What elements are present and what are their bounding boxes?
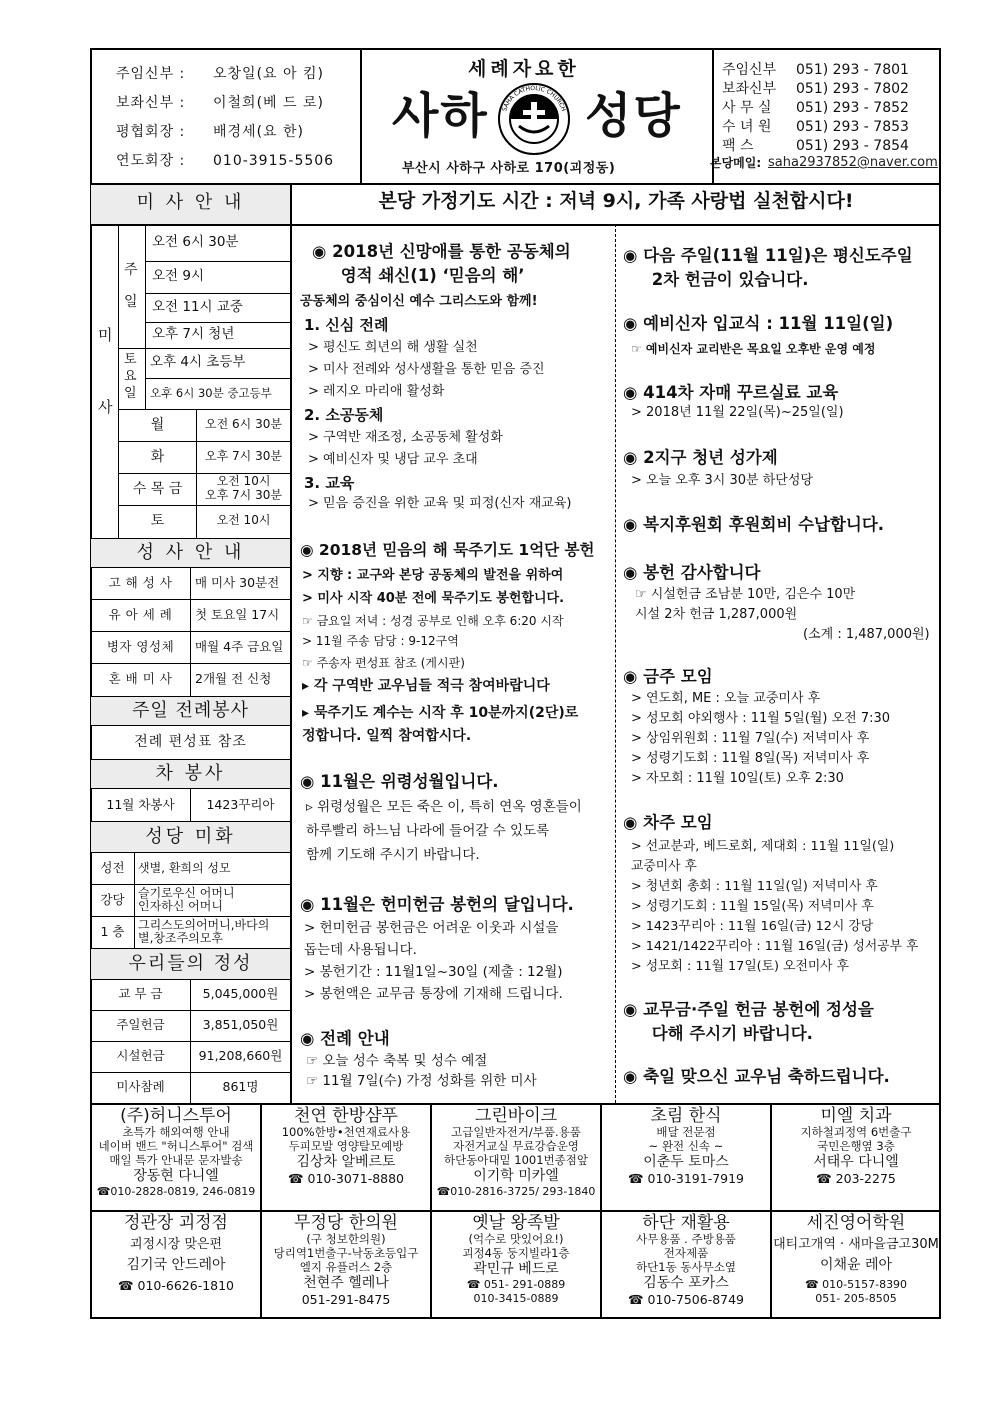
youth-festival-note: > 오늘 오후 3시 30분 하단성당 bbox=[631, 473, 813, 488]
weekday-mass-time: 오전 10시 오후 7시 30분 bbox=[205, 474, 282, 502]
ad-title: 정관장 괴정점 bbox=[124, 1213, 228, 1233]
offering-name: 시설헌금 bbox=[116, 1048, 165, 1064]
sacrament-name: 병자 영성체 bbox=[106, 638, 175, 654]
faith-year-item: 3. 교육 bbox=[304, 474, 355, 492]
ad-box bbox=[602, 1213, 770, 1317]
ad-title: 옛날 왕족발 bbox=[472, 1213, 560, 1233]
staff-value: 010-3915-5506 bbox=[213, 153, 335, 169]
sunday-mass-time: 오후 7시 청년 bbox=[152, 326, 235, 343]
this-week-item: > 성모회 야외행사 : 11월 5일(월) 오전 7:30 bbox=[631, 711, 891, 726]
weekday-label: 화 bbox=[150, 448, 165, 465]
contact-phone: 051) 293 - 7852 bbox=[796, 100, 909, 116]
ad-line: 네이버 밴드 "허니스투어" 검색 bbox=[98, 1139, 254, 1154]
rosary-item: > 지향 : 교구와 본당 공동체의 발전을 위하여 bbox=[302, 568, 564, 583]
ad-line: 배달 전문점 bbox=[656, 1125, 716, 1140]
ad-title: 그린바이크 bbox=[474, 1106, 558, 1126]
ad-line: (억수로 맛있어요!) bbox=[468, 1232, 564, 1247]
ad-box bbox=[772, 1213, 940, 1317]
ad-owner: 김동수 포카스 bbox=[643, 1274, 729, 1291]
ad-box bbox=[432, 1213, 600, 1317]
ad-line: 초특가 해외여행 안내 bbox=[122, 1125, 230, 1140]
offering-name: 미사참례 bbox=[116, 1079, 165, 1095]
notice-faith-year-title: ◉ 2018년 신망애를 통한 공동체의 영적 쇄신(1) ‘믿음의 해’ bbox=[312, 242, 571, 285]
contact-label: 수 녀 원 bbox=[722, 119, 772, 135]
rice-item: > 봉헌액은 교무금 통장에 기재해 드립니다. bbox=[304, 986, 563, 1002]
ad-line: 대티고개역 · 새마을금고30M bbox=[773, 1237, 939, 1253]
email-label: 본당메일: bbox=[710, 156, 762, 170]
sacrament-value: 2개월 전 신청 bbox=[195, 670, 272, 686]
ad-line: 자전거교실 무료강습운영 bbox=[453, 1139, 579, 1154]
sunday-label-2: 일 bbox=[124, 294, 138, 310]
this-week-item: > 자모회 : 11월 10일(토) 오후 2:30 bbox=[631, 771, 844, 786]
ad-box bbox=[602, 1106, 770, 1209]
ad-line: 지하철괴정역 6번출구 bbox=[800, 1125, 912, 1140]
faith-year-item: > 미사 전례와 성사생활을 통한 믿음 증진 bbox=[308, 362, 545, 377]
ad-owner: 이춘두 토마스 bbox=[643, 1153, 729, 1170]
rosary-item: > 미사 시작 40분 전에 묵주기도 봉헌합니다. bbox=[302, 591, 565, 606]
ad-phone: ☎ 010-5157-8390 051- 205-8505 bbox=[804, 1277, 908, 1305]
catechumen-note: ☞ 예비신자 교리반은 목요일 오후반 운영 예정 bbox=[631, 342, 876, 356]
notice-this-week: ◉ 금주 모임 bbox=[623, 667, 713, 686]
staff-label: 평협회장 : bbox=[116, 124, 186, 140]
contact-phone: 051) 293 - 7854 bbox=[796, 138, 909, 154]
cursillo-note: > 2018년 11월 22일(목)~25일(일) bbox=[631, 405, 844, 420]
ad-title: 무정당 한의원 bbox=[294, 1213, 398, 1233]
rice-item: > 헌미헌금 봉헌금은 어려운 이웃과 시설을 bbox=[304, 920, 559, 936]
ad-title: 하단 재활용 bbox=[642, 1213, 730, 1233]
sacraments-title: 성 사 안 내 bbox=[136, 542, 245, 563]
vehicle-value: 1423꾸리아 bbox=[206, 796, 275, 812]
weekday-mass-time: 오후 7시 30분 bbox=[205, 449, 282, 464]
staff-label: 연도회장 : bbox=[116, 153, 186, 169]
offering-value: 3,851,050원 bbox=[202, 1017, 279, 1033]
rice-item: 돕는데 사용됩니다. bbox=[304, 942, 417, 958]
contact-label: 사 무 실 bbox=[722, 100, 772, 116]
thanks-line: ☞ 시설헌금 조남분 10만, 김은수 10만 bbox=[635, 587, 856, 602]
notice-faith-year-sub: 공동체의 중심이신 예수 그리스도와 함께! bbox=[300, 294, 538, 309]
contact-phone: 051) 293 - 7801 bbox=[796, 62, 909, 78]
next-week-item: > 성령기도회 : 11월 15일(목) 저녁미사 후 bbox=[631, 899, 874, 914]
ad-phone: ☎ 203-2275 bbox=[816, 1170, 896, 1186]
ad-phone: ☎ 051- 291-0889 010-3415-0889 bbox=[466, 1277, 566, 1305]
ad-title: 미엘 치과 bbox=[820, 1106, 892, 1126]
ad-box bbox=[92, 1213, 260, 1317]
church-name-left: 사하 bbox=[392, 88, 489, 144]
ad-phone: ☎ 010-3071-8880 bbox=[287, 1170, 405, 1186]
notice-liturgy-title: ◉ 전례 안내 bbox=[300, 1029, 390, 1048]
saturday-mass-time: 오후 4시 초등부 bbox=[150, 354, 246, 371]
decoration-team: 슬기로우신 어머니 인자하신 어머니 bbox=[138, 886, 235, 913]
next-week-item: > 청년회 총회 : 11월 11일(일) 저녁미사 후 bbox=[631, 879, 878, 894]
sunday-mass-time: 오전 9시 bbox=[152, 268, 205, 285]
offering-value: 91,208,660원 bbox=[198, 1048, 283, 1064]
contact-phone: 051) 293 - 7802 bbox=[796, 81, 909, 97]
sacrament-name: 고 해 성 사 bbox=[108, 574, 173, 590]
ad-box bbox=[772, 1106, 940, 1209]
ad-line: 괴정시장 맞은편 bbox=[129, 1237, 223, 1253]
ad-owner: 김상차 알베르토 bbox=[296, 1153, 396, 1170]
rosary-item: 정합니다. 일찍 참여합시다. bbox=[302, 728, 472, 744]
rosary-item: ▸ 각 구역반 교우님들 적극 참여바랍니다 bbox=[302, 678, 550, 694]
ad-phone: ☎ 010-7506-8749 bbox=[627, 1291, 745, 1307]
notice-november-title: ◉ 11월은 위령성월입니다. bbox=[300, 772, 499, 791]
saturday-label-3: 일 bbox=[124, 386, 137, 401]
thanks-subtotal: (소계 : 1,487,000원) bbox=[803, 627, 930, 642]
ad-owner: 곽민규 베드로 bbox=[473, 1260, 559, 1277]
weekday-mass-time: 오전 6시 30분 bbox=[205, 417, 282, 432]
decoration-title: 성당 미화 bbox=[145, 826, 236, 847]
contact-label: 주임신부 bbox=[722, 62, 777, 78]
liturgy-title: 주일 전례봉사 bbox=[131, 700, 250, 721]
staff-value: 이철희(베 드 로) bbox=[213, 95, 324, 111]
staff-value: 배경세(요 한) bbox=[213, 124, 304, 140]
contact-label: 팩 스 bbox=[722, 138, 754, 154]
staff-value: 오창일(요 아 킴) bbox=[213, 66, 324, 82]
rice-item: > 봉헌기간 : 11월1일~30일 (제출 : 12월) bbox=[304, 964, 563, 980]
mass-side-2: 사 bbox=[98, 398, 113, 416]
ad-line: 괴정4동 둥지빌라1층 bbox=[462, 1246, 570, 1261]
ad-title: 초림 한식 bbox=[650, 1106, 722, 1126]
ad-owner: 김기국 안드레아 bbox=[126, 1256, 226, 1273]
banner-text: 본당 가정기도 시간 : 저녁 9시, 가족 사랑법 실천합시다! bbox=[378, 190, 854, 212]
ad-line: 100%한방•천연재료사용 bbox=[281, 1125, 411, 1140]
ad-owner: 장동현 다니엘 bbox=[133, 1167, 219, 1184]
rosary-item: ☞ 주송자 편성표 참조 (게시판) bbox=[302, 656, 465, 670]
next-week-item: > 성모회 : 11월 17일(토) 오전미사 후 bbox=[631, 959, 849, 974]
ad-box bbox=[92, 1106, 260, 1209]
sacrament-value: 첫 토요일 17시 bbox=[195, 606, 280, 622]
seal-text: SAHA CATHOLIC CHURCH bbox=[501, 84, 567, 113]
ad-box bbox=[262, 1213, 430, 1317]
ad-line: 하단동아대밑 1001번종점앞 bbox=[443, 1152, 588, 1167]
sacrament-value: 매 미사 30분전 bbox=[195, 574, 280, 590]
ad-line: 사무용품 . 주방용품 bbox=[636, 1232, 736, 1247]
church-name-right: 성당 bbox=[585, 88, 682, 144]
ad-line: 고급일반자전거/부품.용품 bbox=[451, 1125, 581, 1140]
saturday-label-2: 요 bbox=[124, 369, 137, 384]
faith-year-item: > 예비신자 및 냉담 교우 초대 bbox=[308, 452, 478, 467]
church-seal-icon bbox=[497, 82, 571, 156]
notice-laity-sunday: ◉ 다음 주일(11월 11일)은 평신도주일 2차 헌금이 있습니다. bbox=[623, 246, 913, 289]
staff-label: 보좌신부 : bbox=[116, 95, 186, 111]
ad-owner: 이채윤 레아 bbox=[819, 1256, 893, 1273]
notice-youth-festival: ◉ 2지구 청년 성가제 bbox=[623, 448, 778, 467]
november-item: 함께 기도해 주시기 바랍니다. bbox=[306, 847, 480, 863]
email-link[interactable]: saha2937852@naver.com bbox=[768, 155, 938, 170]
notice-welfare: ◉ 복지후원회 후원회비 수납합니다. bbox=[623, 515, 885, 534]
ad-phone: ☎010-2816-3725/ 293-1840 bbox=[436, 1184, 596, 1198]
notice-rosary-title: ◉ 2018년 믿음의 해 묵주기도 1억단 봉헌 bbox=[300, 541, 595, 559]
ad-title: 세진영어학원 bbox=[806, 1213, 906, 1233]
notice-rice-title: ◉ 11월은 헌미헌금 봉헌의 달입니다. bbox=[300, 895, 574, 914]
ad-box bbox=[432, 1106, 600, 1209]
notice-thanks: ◉ 봉헌 감사합니다 bbox=[623, 563, 761, 582]
sacrament-name: 혼 배 미 사 bbox=[108, 670, 173, 686]
ad-owner: 서태우 다니엘 bbox=[813, 1153, 899, 1170]
next-week-item: 교중미사 후 bbox=[631, 859, 697, 874]
sunday-mass-time: 오전 6시 30분 bbox=[152, 233, 239, 250]
sunday-label-1: 주 bbox=[124, 262, 138, 278]
ad-owner: 이기학 미카엘 bbox=[473, 1167, 559, 1184]
november-item: ▹ 위령성월은 모든 죽은 이, 특히 연옥 영혼들이 bbox=[306, 799, 582, 815]
sunday-mass-time: 오전 11시 교중 bbox=[152, 298, 243, 315]
decoration-area: 강당 bbox=[100, 891, 125, 907]
sacrament-name: 유 아 세 례 bbox=[108, 606, 173, 622]
weekday-label: 토 bbox=[150, 512, 165, 529]
faith-year-item: > 레지오 마리애 활성화 bbox=[308, 384, 445, 399]
ad-line: ~ 완전 신속 ~ bbox=[648, 1139, 724, 1154]
rosary-item: ☞ 금요일 저녁 : 성경 공부로 인해 오후 6:20 시작 bbox=[302, 614, 564, 628]
ad-phone: 051-291-8475 bbox=[301, 1291, 391, 1307]
faith-year-item: > 믿음 증진을 위한 교육 및 피정(신자 재교육) bbox=[308, 496, 572, 511]
ad-line: 두피모발 영양탈모예방 bbox=[288, 1139, 404, 1154]
rosary-item: ▸ 묵주기도 계수는 시작 후 10분까지(2단)로 bbox=[302, 705, 579, 721]
ad-title: (주)허니스투어 bbox=[120, 1106, 232, 1126]
contact-label: 보좌신부 bbox=[722, 81, 777, 97]
november-item: 하루빨리 하느님 나라에 들어갈 수 있도록 bbox=[306, 823, 550, 839]
decoration-team: 샛별, 환희의 성모 bbox=[138, 860, 231, 875]
ad-title: 천연 한방샴푸 bbox=[294, 1106, 398, 1126]
next-week-item: > 1421/1422꾸리아 : 11월 16일(금) 성서공부 후 bbox=[631, 939, 919, 954]
next-week-item: > 1423꾸리아 : 11월 16일(금) 12시 강당 bbox=[631, 919, 874, 934]
ad-owner: 천현주 헬레나 bbox=[303, 1274, 389, 1291]
mass-title: 미 사 안 내 bbox=[136, 192, 245, 213]
staff-label: 주임신부 : bbox=[116, 66, 186, 82]
vehicle-title: 차 봉사 bbox=[155, 763, 226, 784]
offering-title: 우리들의 정성 bbox=[128, 953, 253, 974]
sacrament-value: 매월 4주 금요일 bbox=[195, 638, 284, 654]
weekday-label: 수 목 금 bbox=[132, 480, 183, 497]
offering-value: 861명 bbox=[222, 1079, 259, 1095]
liturgy-item: ☞ 11월 7일(수) 가정 성화를 위한 미사 bbox=[306, 1073, 537, 1089]
mass-side-1: 미 bbox=[98, 326, 113, 344]
faith-year-item: > 구역반 재조정, 소공동체 활성화 bbox=[308, 430, 503, 445]
ad-phone: ☎ 010-6626-1810 bbox=[117, 1277, 235, 1293]
ad-box bbox=[262, 1106, 430, 1209]
ad-line: 매일 특가 안내문 문자발송 bbox=[109, 1152, 243, 1167]
ad-line: 전자제품 bbox=[663, 1246, 709, 1261]
ad-phone: ☎ 010-3191-7919 bbox=[627, 1170, 745, 1186]
decoration-area: 1 층 bbox=[100, 923, 125, 939]
liturgy-value: 전례 편성표 참조 bbox=[134, 734, 247, 750]
contact-phone: 051) 293 - 7853 bbox=[796, 119, 909, 135]
this-week-item: > 성령기도회 : 11월 8일(목) 저녁미사 후 bbox=[631, 751, 870, 766]
faith-year-item: 1. 신심 전례 bbox=[304, 316, 389, 334]
weekday-mass-time: 오전 10시 bbox=[216, 513, 271, 528]
offering-name: 교 무 금 bbox=[118, 986, 163, 1002]
this-week-item: > 연도회, ME : 오늘 교중미사 후 bbox=[631, 691, 821, 706]
notice-dues: ◉ 교무금·주일 헌금 봉헌에 정성을 다해 주시기 바랍니다. bbox=[623, 1000, 874, 1043]
notice-catechumen: ◉ 예비신자 입교식 : 11월 11일(일) bbox=[623, 314, 894, 333]
notice-cursillo: ◉ 414차 자매 꾸르실료 교육 bbox=[623, 383, 839, 402]
ad-line: 엘지 유플러스 2층 bbox=[299, 1259, 393, 1274]
decoration-area: 성전 bbox=[100, 859, 125, 875]
thanks-line: 시설 2차 헌금 1,287,000원 bbox=[635, 607, 798, 622]
header-subtitle: 세례자요한 bbox=[468, 58, 580, 80]
offering-name: 주일헌금 bbox=[116, 1017, 165, 1033]
church-address: 부산시 사하구 사하로 170(괴정동) bbox=[402, 161, 616, 176]
ad-line: (구 청보한의원) bbox=[306, 1232, 386, 1247]
liturgy-item: ☞ 오늘 성수 축복 및 성수 예절 bbox=[306, 1053, 488, 1069]
ad-line: 국민은행옆 3층 bbox=[817, 1139, 895, 1154]
rosary-item: > 11월 주송 담당 : 9-12구역 bbox=[302, 634, 459, 648]
faith-year-item: 2. 소공동체 bbox=[304, 406, 384, 424]
saturday-mass-time: 오후 6시 30분 중고등부 bbox=[150, 385, 272, 400]
ad-line: 하단1동 동사무소옆 bbox=[636, 1259, 736, 1274]
this-week-item: > 상임위원회 : 11월 7일(수) 저녁미사 후 bbox=[631, 731, 870, 746]
ad-phone: ☎010-2828-0819, 246-0819 bbox=[96, 1184, 256, 1198]
notice-next-week: ◉ 차주 모임 bbox=[623, 813, 713, 832]
offering-value: 5,045,000원 bbox=[202, 986, 279, 1002]
faith-year-item: > 평신도 희년의 해 생활 실천 bbox=[308, 340, 478, 355]
vehicle-name: 11월 차봉사 bbox=[106, 796, 175, 812]
ad-line: 당리역1번출구-낙동초등입구 bbox=[273, 1246, 419, 1261]
weekday-label: 월 bbox=[150, 416, 165, 433]
saturday-label-1: 토 bbox=[124, 352, 137, 367]
notice-feast: ◉ 축일 맞으신 교우님 축하드립니다. bbox=[623, 1067, 890, 1086]
decoration-team: 그리스도의어머니,바다의 별,창조주의모후 bbox=[138, 918, 270, 945]
next-week-item: > 선교분과, 베드로회, 제대회 : 11월 11일(일) bbox=[631, 839, 895, 854]
